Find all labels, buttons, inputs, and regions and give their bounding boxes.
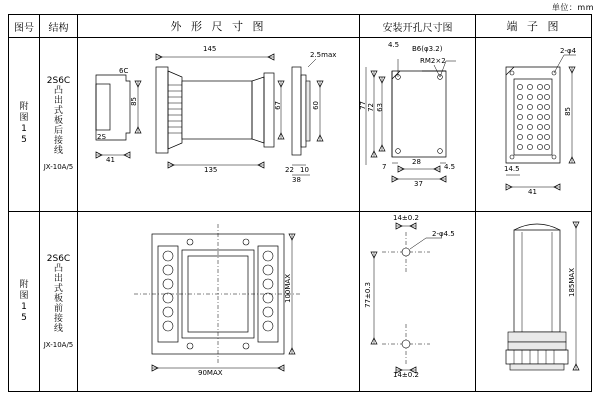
row2-fig-no: 附 图 1 5 <box>19 280 29 323</box>
dim-45-top: 4.5 <box>388 41 400 49</box>
table-header <box>9 15 591 37</box>
dim-77: 77 <box>359 101 367 110</box>
row1-terminal-drawing <box>476 37 592 211</box>
dim-RM2: RM2×2 <box>420 57 446 65</box>
dimension-table <box>8 14 592 392</box>
header-outline: 外 形 尺 寸 图 <box>170 20 267 33</box>
row2-model: 2S6C <box>46 254 71 264</box>
dim-7: 7 <box>382 163 387 171</box>
dim-6C: 6C <box>119 67 129 75</box>
dim-14-bottom: 14±0.2 <box>393 371 419 379</box>
dim-145: 145 <box>203 45 217 53</box>
dim-37: 37 <box>414 180 423 188</box>
dim-135: 135 <box>204 166 218 174</box>
row1-structure: 2S6C 凸 出 式 板 后 接 线 JX-10A/5 <box>43 76 74 171</box>
row2-mounting-drawing <box>360 212 475 392</box>
header-terminal: 端 子 图 <box>506 20 562 33</box>
dim-100max: 100MAX <box>284 274 292 303</box>
dim-60: 60 <box>312 101 320 110</box>
dim-185max: 185MAX <box>568 268 576 297</box>
dim-77-03: 77±0.3 <box>364 282 372 308</box>
row1-outline-drawing <box>78 37 359 211</box>
row2-code: JX-10A/5 <box>43 341 74 349</box>
header-fig-no: 图号 <box>14 22 34 34</box>
row1-mounting-drawing <box>360 37 475 211</box>
dim-63: 63 <box>376 103 384 112</box>
row1-model: 2S6C <box>46 76 71 86</box>
dim-67: 67 <box>274 101 282 110</box>
row2-structure: 2S6C 凸 出 式 板 前 接 线 JX-10A/5 <box>43 254 74 349</box>
row1-fig-no: 附 图 1 5 <box>19 102 29 145</box>
header-mounting: 安装开孔尺寸图 <box>382 22 453 34</box>
dim-B6: B6(φ3.2) <box>412 45 443 53</box>
dim-45-right: 4.5 <box>444 163 456 171</box>
dim-28: 28 <box>412 158 421 166</box>
dim-72: 72 <box>367 103 375 112</box>
dim-14-5: 14.5 <box>504 165 520 173</box>
unit-note: 单位：mm <box>551 3 594 12</box>
dim-90max: 90MAX <box>198 369 223 377</box>
dim-85: 85 <box>130 97 138 106</box>
row2-terminal-drawing <box>476 212 592 392</box>
row2-outline-drawing <box>78 212 359 392</box>
dim-14-top: 14±0.2 <box>393 214 419 222</box>
dim-38: 38 <box>292 176 301 184</box>
dim-85-terminal: 85 <box>564 107 572 116</box>
dim-22: 22 <box>285 166 294 174</box>
row1-code: JX-10A/5 <box>43 163 74 171</box>
dim-2-phi45: 2-φ4.5 <box>432 230 455 238</box>
dim-2-phi4: 2-φ4 <box>560 47 577 55</box>
dim-10: 10 <box>300 166 309 174</box>
dim-41: 41 <box>106 156 115 164</box>
dim-2S: 2S <box>97 133 106 141</box>
dim-41-terminal: 41 <box>528 188 537 196</box>
header-structure: 结构 <box>48 22 69 34</box>
dim-2-5max: 2.5max <box>310 51 337 59</box>
